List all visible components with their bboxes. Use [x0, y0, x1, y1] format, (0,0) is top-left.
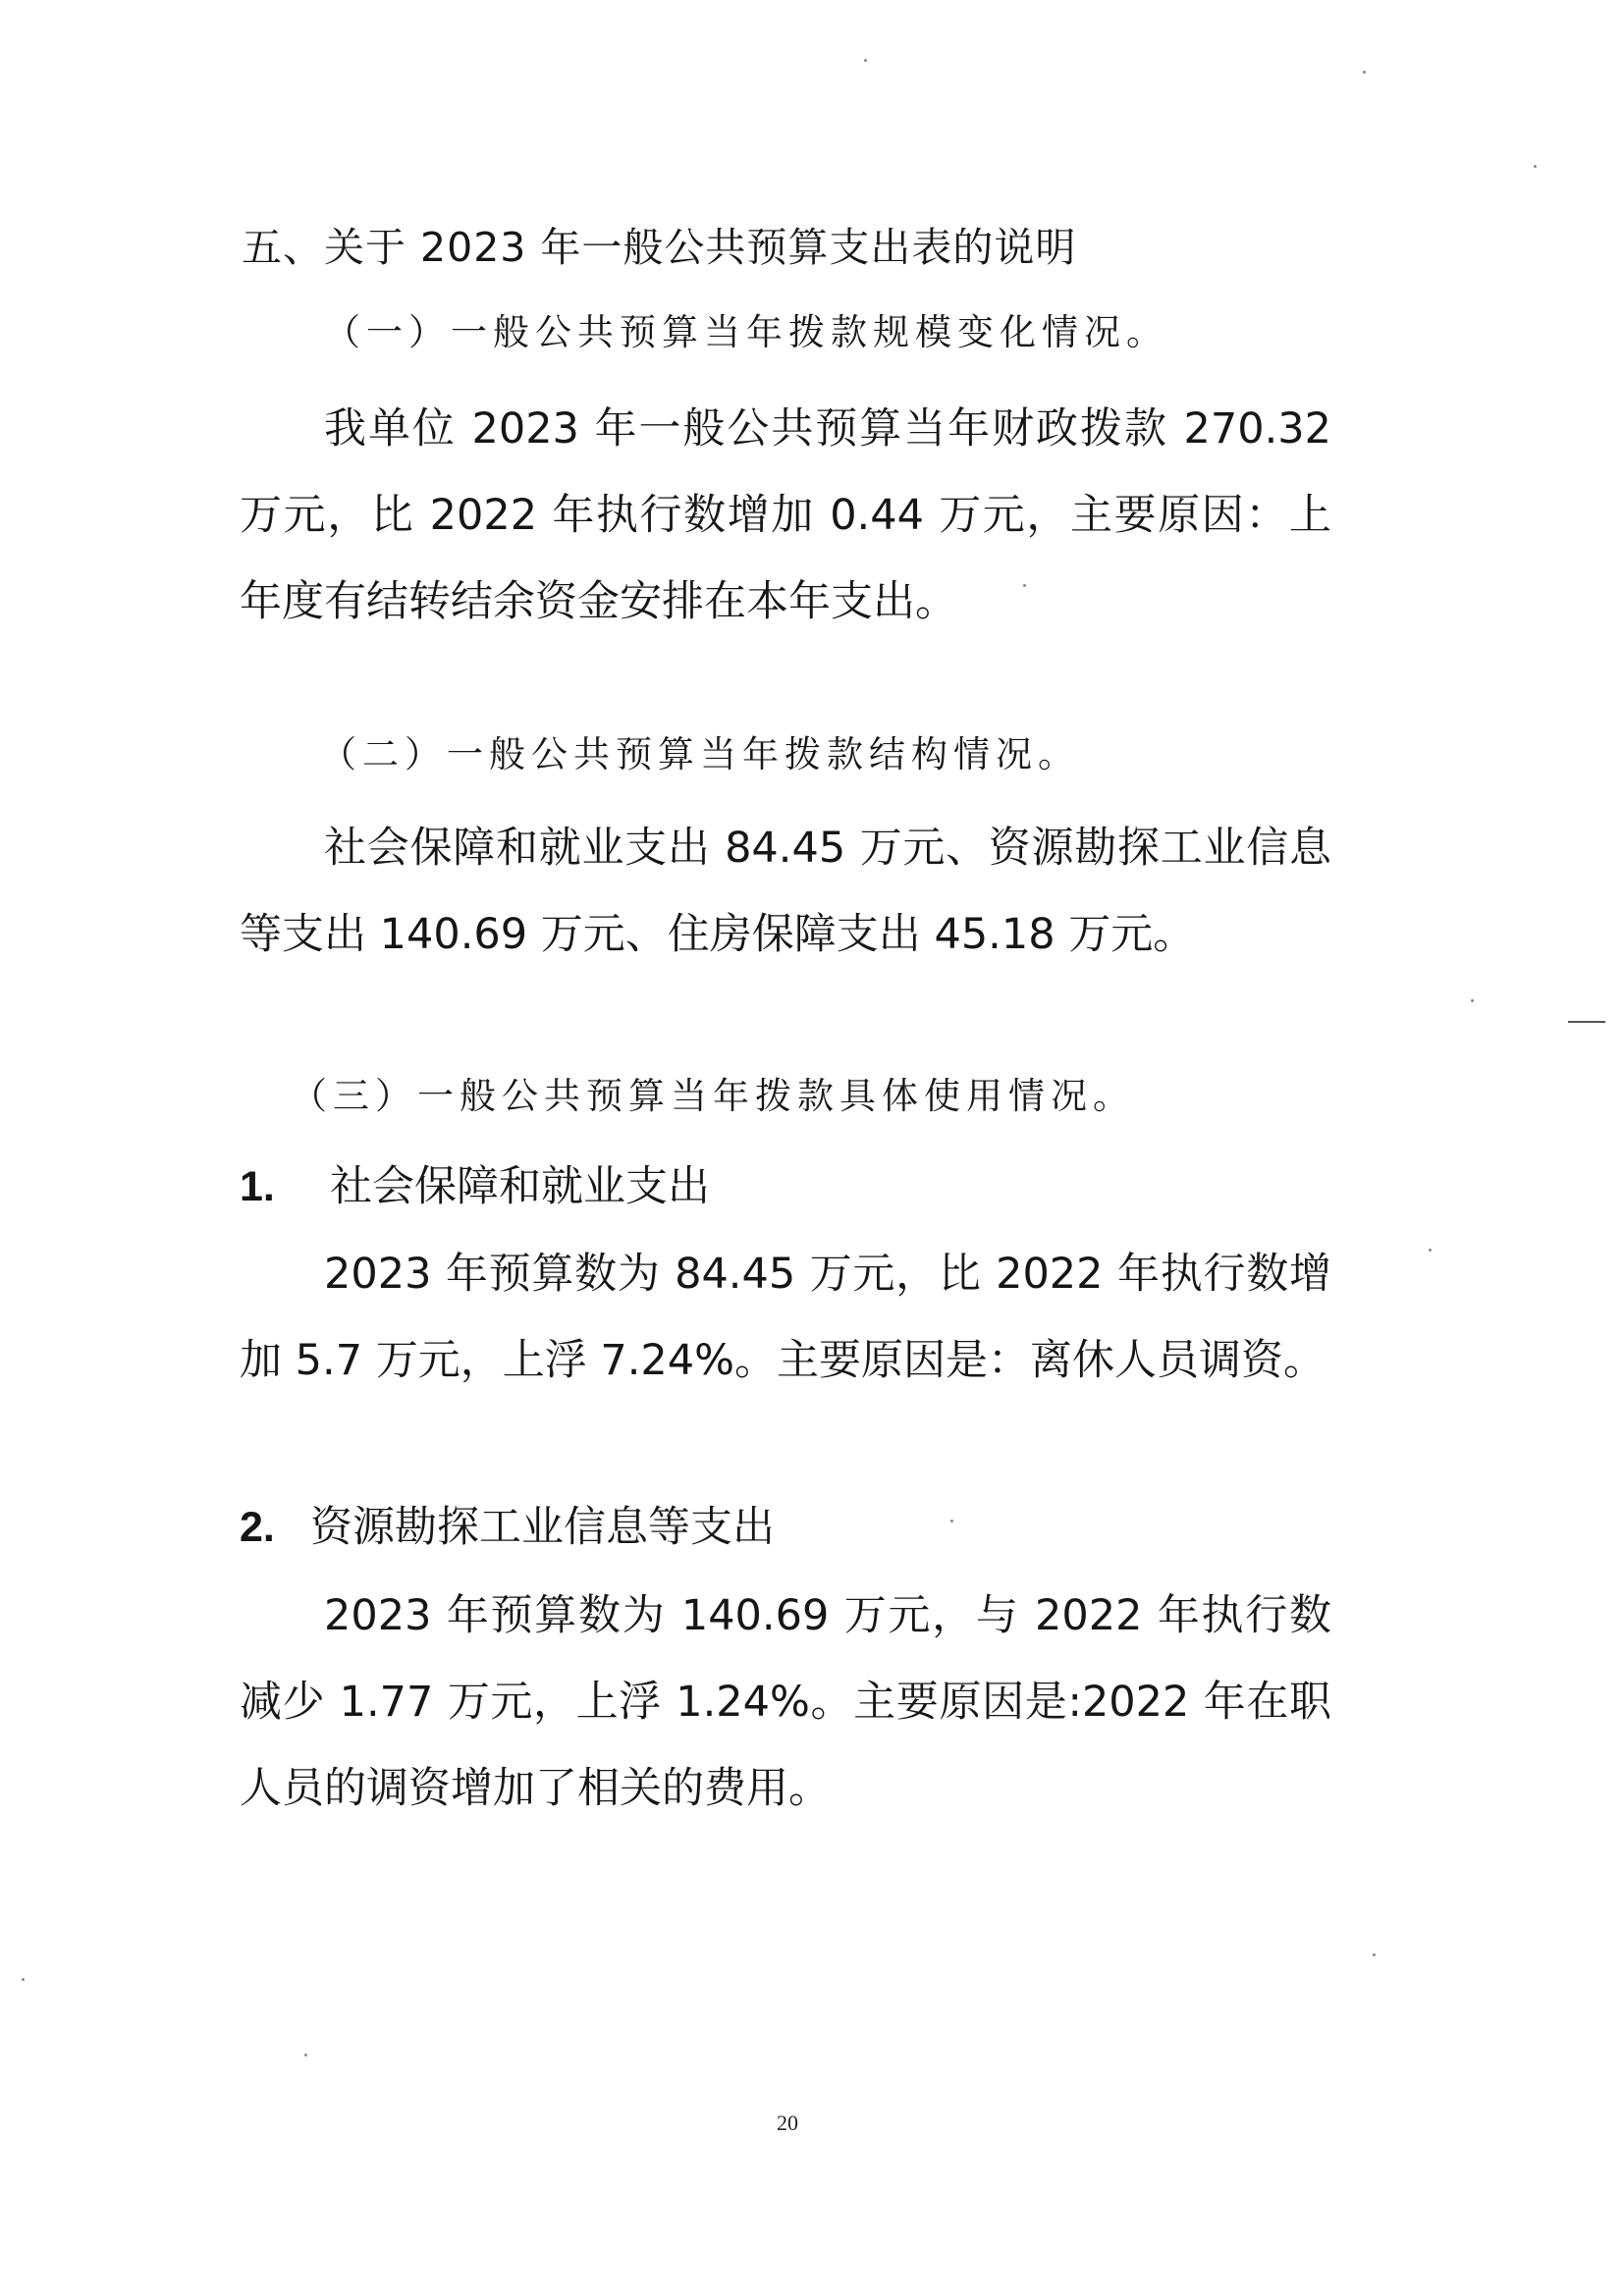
item-heading-2: [240, 1503, 775, 1552]
scan-speck: [864, 59, 867, 62]
subsection-heading-2: （二）一般公共预算当年拨款结构情况。: [320, 733, 1080, 775]
item-number-2: 2.: [240, 1504, 275, 1551]
scan-speck: [304, 2054, 307, 2056]
scan-speck: [1363, 71, 1366, 74]
scan-speck: [1534, 165, 1537, 168]
item-title-1: 社会保障和就业支出: [330, 1162, 710, 1211]
section-title: 五、关于 2023 年一般公共预算支出表的说明: [242, 224, 1077, 271]
scan-speck: [950, 1520, 953, 1522]
item-number-1: 1.: [240, 1163, 275, 1210]
scan-speck: [1373, 1953, 1376, 1956]
scan-speck: [1023, 584, 1026, 587]
paragraph-item-2: 2023 年预算数为 140.69 万元，与 2022 年执行数减少 1.77 万元，上浮 1.24%。主要原因是:2022 年在职人员的调资增加了相关的费用。: [240, 1591, 1331, 1813]
scan-speck: [1471, 999, 1474, 1002]
scan-speck: [1429, 1249, 1432, 1252]
scan-speck: [22, 1978, 25, 1981]
item-title-2: 资源勘探工业信息等支出: [310, 1503, 775, 1552]
subsection-heading-1: （一）一般公共预算当年拨款规模变化情况。: [324, 311, 1168, 353]
paragraph-appropriation-structure: 社会保障和就业支出 84.45 万元、资源勘探工业信息等支出 140.69 万元、住房保障支出 45.18 万元。: [240, 824, 1331, 959]
paragraph-appropriation-scale: 我单位 2023 年一般公共预算当年财政拨款 270.32 万元，比 2022 年执行数增加 0.44 万元，主要原因：上年度有结转结余资金安排在本年支出。: [240, 404, 1331, 626]
subsection-heading-3: （三）一般公共预算当年拨款具体使用情况。: [291, 1075, 1135, 1117]
page-number: 20: [777, 2110, 798, 2135]
item-heading-1: [240, 1162, 710, 1211]
paragraph-item-1: 2023 年预算数为 84.45 万元，比 2022 年执行数增加 5.7 万元，上浮 7.24%。主要原因是：离休人员调资。: [240, 1250, 1331, 1385]
scan-mark: [1568, 1021, 1605, 1023]
